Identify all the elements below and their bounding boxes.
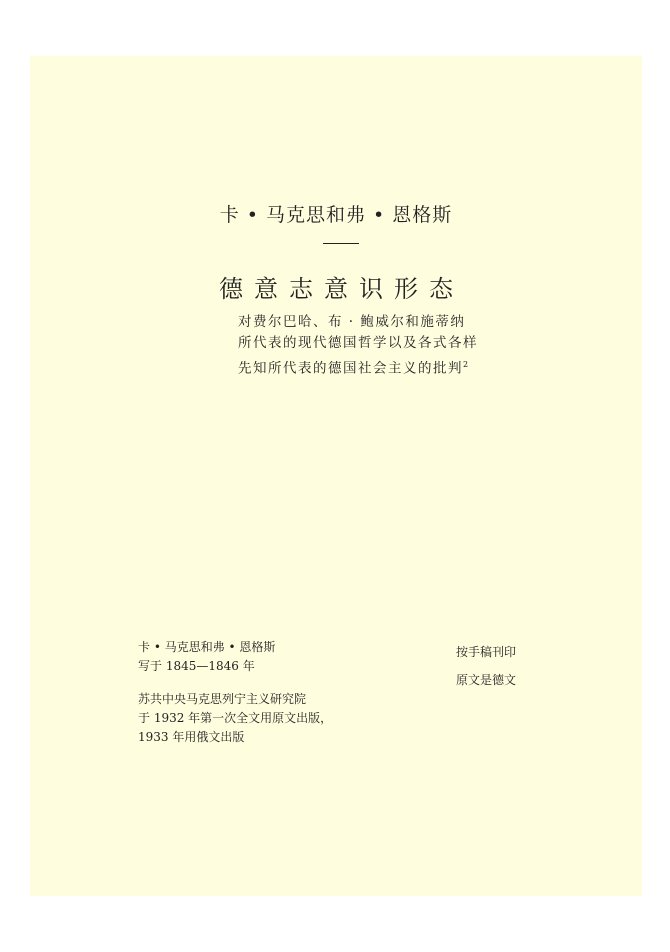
- note-authors: 卡 • 马克思和弗 • 恩格斯: [138, 640, 276, 654]
- subtitle-line: 对费尔巴哈、布 · 鲍威尔和施蒂纳: [238, 314, 466, 330]
- publication-notes: [138, 638, 332, 747]
- footnote-marker: 2: [463, 360, 469, 369]
- note-publication-line: 1933 年用俄文出版: [138, 730, 245, 744]
- note-language: 原文是德文: [456, 673, 517, 687]
- document-page: [30, 56, 642, 896]
- author-heading: 卡 • 马克思和弗 • 恩格斯: [219, 204, 453, 226]
- subtitle-line: 所代表的现代德国哲学以及各式各样: [238, 335, 478, 351]
- note-spacer: [138, 676, 332, 690]
- subtitle-line-text: 先知所代表的德国社会主义的批判: [238, 360, 463, 377]
- page-title: 德意志意识形态: [219, 275, 464, 303]
- subtitle-line-last: [238, 354, 478, 380]
- source-notes: [456, 638, 516, 694]
- note-source: 按手稿刊印: [456, 645, 517, 659]
- note-publication-line: 苏共中央马克思列宁主义研究院: [138, 692, 307, 706]
- title-divider: [323, 243, 359, 244]
- subtitle: [238, 312, 478, 380]
- note-written-date: 写于 1845—1846 年: [138, 659, 255, 673]
- note-publication-line: 于 1932 年第一次全文用原文出版，: [138, 711, 333, 725]
